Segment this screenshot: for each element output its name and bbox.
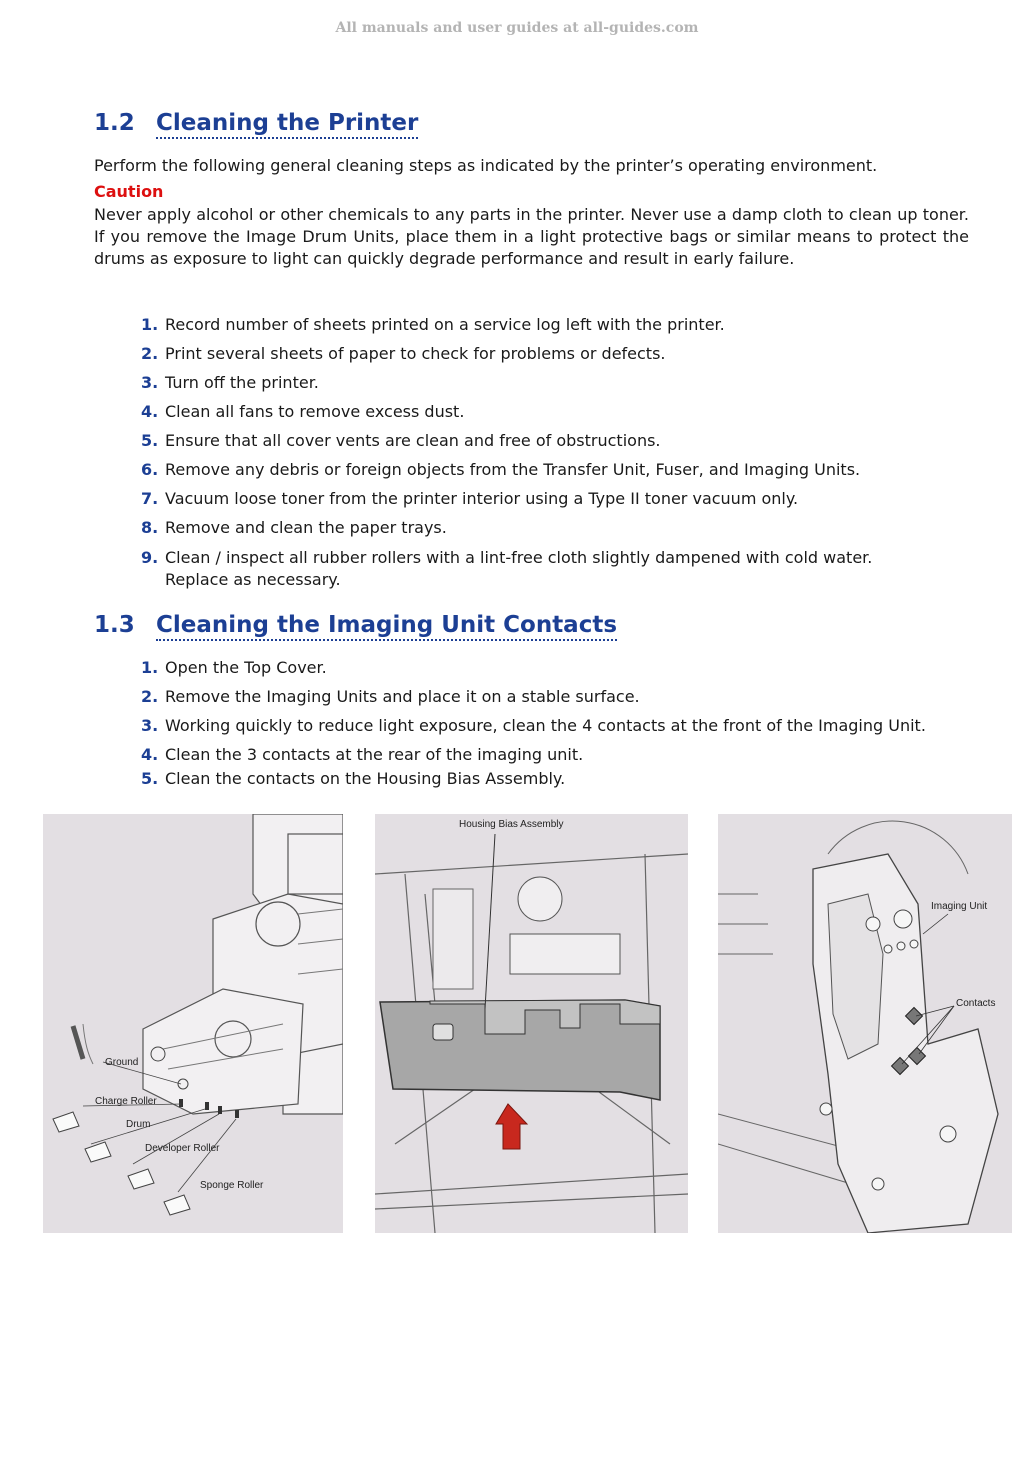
housing-bias-assembly-drawing [375, 814, 688, 1233]
label-sponge-roller: Sponge Roller [200, 1180, 264, 1191]
list-item [141, 460, 872, 489]
list-item [141, 518, 872, 547]
figure-housing-bias-assembly [375, 814, 688, 1233]
step-text: Print several sheets of paper to check for problems or defects. [165, 344, 666, 363]
step-number: 9. [141, 548, 159, 567]
step-text: Vacuum loose toner from the printer interior using a Type II toner vacuum only. [165, 489, 799, 508]
step-text: Remove and clean the paper trays. [165, 518, 447, 537]
step-number: 1. [141, 658, 159, 677]
list-item [141, 344, 872, 373]
step-text-continued: Replace as necessary. [165, 570, 341, 589]
step-number: 6. [141, 460, 159, 479]
step-number: 3. [141, 373, 159, 392]
watermark: All manuals and user guides at all-guides.com [335, 20, 699, 36]
step-number: 4. [141, 745, 159, 764]
list-item [141, 769, 926, 798]
step-number: 2. [141, 344, 159, 363]
figure-imaging-unit-front [43, 814, 343, 1233]
cleaning-steps-list [141, 315, 872, 591]
list-item [141, 373, 872, 402]
step-text: Ensure that all cover vents are clean and free of obstructions. [165, 431, 661, 450]
list-item [141, 547, 872, 591]
step-text: Open the Top Cover. [165, 658, 327, 677]
caution-heading: Caution [94, 182, 164, 201]
label-ground: Ground [105, 1057, 139, 1068]
imaging-unit-contacts-drawing [718, 814, 1012, 1233]
imaging-unit-front-drawing [43, 814, 343, 1233]
section-number: 1.3 [94, 612, 135, 638]
step-number: 4. [141, 402, 159, 421]
step-text: Clean the 3 contacts at the rear of the imaging unit. [165, 745, 584, 764]
intro-paragraph: Perform the following general cleaning steps as indicated by the printer’s operating environment. [94, 156, 878, 175]
step-number: 2. [141, 687, 159, 706]
step-text: Remove the Imaging Units and place it on a stable surface. [165, 687, 640, 706]
step-number: 5. [141, 431, 159, 450]
step-number: 8. [141, 518, 159, 537]
label-contacts: Contacts [956, 998, 996, 1009]
label-imaging-unit: Imaging Unit [931, 901, 988, 912]
label-charge-roller: Charge Roller [95, 1096, 157, 1107]
step-number: 5. [141, 769, 159, 788]
list-item [141, 431, 872, 460]
step-text: Clean / inspect all rubber rollers with a lint-free cloth slightly dampened with cold water. [165, 548, 873, 567]
figure-imaging-unit-contacts [718, 814, 1012, 1233]
step-text: Record number of sheets printed on a service log left with the printer. [165, 315, 725, 334]
section-heading-1-2 [94, 110, 418, 136]
step-number: 1. [141, 315, 159, 334]
step-text: Turn off the printer. [165, 373, 319, 392]
label-drum: Drum [126, 1119, 151, 1130]
section-number: 1.2 [94, 110, 135, 136]
list-item [141, 489, 872, 518]
step-text: Clean the contacts on the Housing Bias Assembly. [165, 769, 566, 788]
step-number: 3. [141, 716, 159, 735]
step-number: 7. [141, 489, 159, 508]
list-item [141, 745, 926, 769]
list-item [141, 402, 872, 431]
step-text: Clean all fans to remove excess dust. [165, 402, 465, 421]
label-developer-roller: Developer Roller [145, 1143, 220, 1154]
section-title-link[interactable]: Cleaning the Printer [156, 110, 418, 139]
label-housing-bias-assembly: Housing Bias Assembly [459, 819, 564, 830]
step-text: Working quickly to reduce light exposure, clean the 4 contacts at the front of the Imaging Unit. [165, 716, 926, 735]
caution-text: Never apply alcohol or other chemicals to any parts in the printer. Never use a damp cloth to clean up toner. If you remove the Image Drum Units, place them in a light protective bags or similar means to protect the drums as exposure to light can quickly degrade performance and result in early failure. [94, 205, 969, 268]
list-item [141, 716, 926, 745]
list-item [141, 658, 926, 687]
contact-cleaning-steps-list [141, 658, 926, 798]
step-text: Remove any debris or foreign objects from the Transfer Unit, Fuser, and Imaging Units. [165, 460, 861, 479]
section-title-link[interactable]: Cleaning the Imaging Unit Contacts [156, 612, 617, 641]
section-heading-1-3 [94, 612, 617, 638]
list-item [141, 315, 872, 344]
list-item [141, 687, 926, 716]
up-arrow-icon [496, 1104, 527, 1149]
